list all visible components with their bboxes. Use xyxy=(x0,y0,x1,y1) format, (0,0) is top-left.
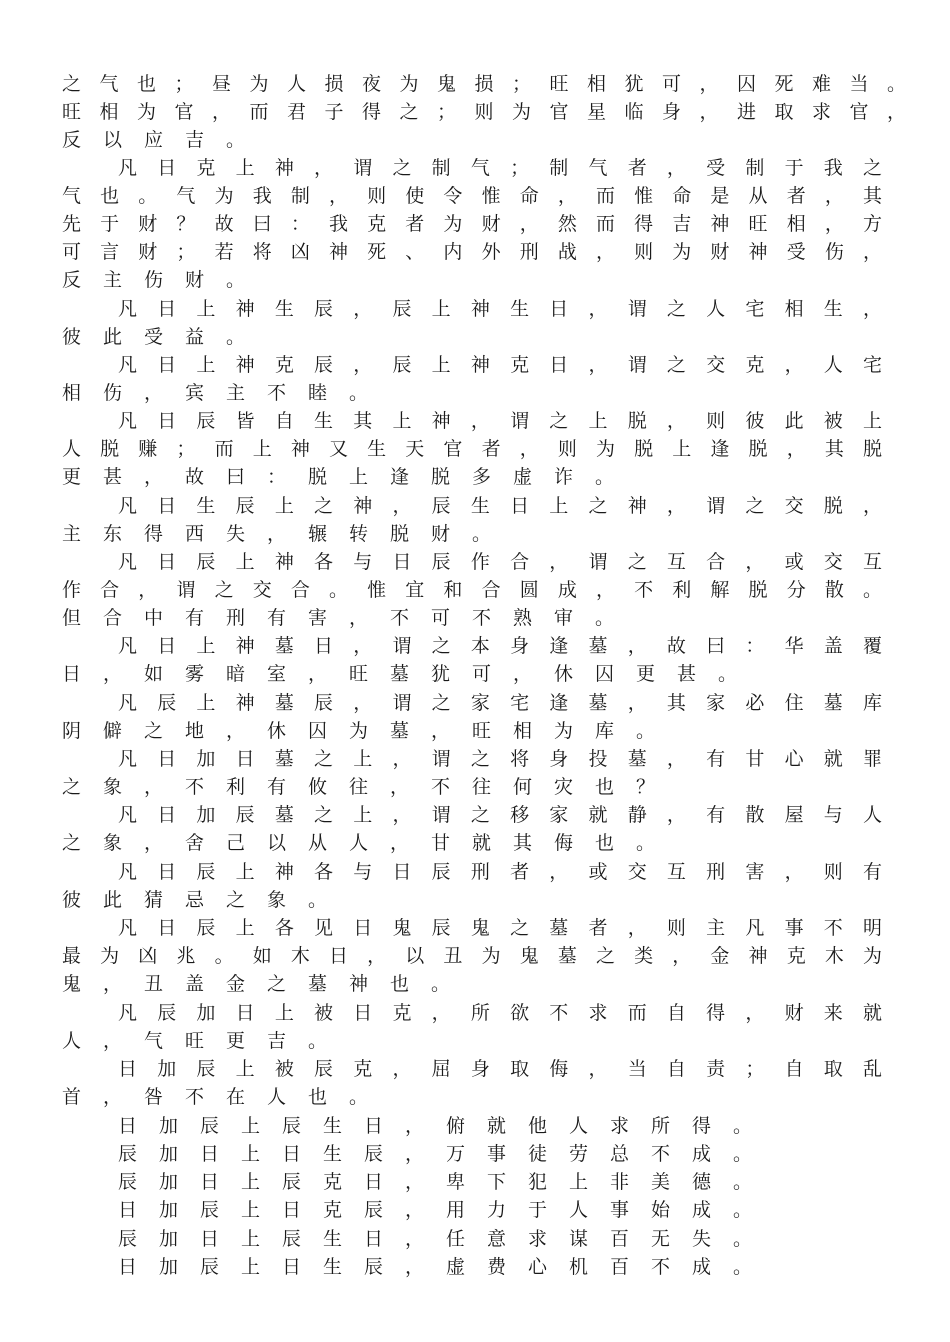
paragraph-start: 凡日辰皆自生其上神，谓之上脱，则彼此被上 xyxy=(118,410,882,432)
verse-line: 辰加日上辰克日，卑下犯上非美德。 xyxy=(118,1171,775,1193)
text-line: 先于财？故曰：我克者为财，然而得吉神旺相，方 xyxy=(62,213,882,235)
text-line: 主东得西失，辗转脱财。 xyxy=(62,523,514,545)
text-line: 人，气旺更吉。 xyxy=(62,1030,350,1052)
verse-line: 辰加日上辰生日，任意求谋百无失。 xyxy=(118,1228,775,1250)
text-line: 之象，舍己以从人，甘就其侮也。 xyxy=(62,832,678,854)
verse-line: 日加辰上日生辰，虚费心机百不成。 xyxy=(118,1256,775,1278)
text-line: 之象，不利有攸往，不往何灾也？ xyxy=(62,776,678,798)
text-line: 反主伤财。 xyxy=(62,269,268,291)
paragraph-start: 凡日加日墓之上，谓之将身投墓，有甘心就罪 xyxy=(118,748,882,770)
paragraph-start: 凡日加辰墓之上，谓之移家就静，有散屋与人 xyxy=(118,804,882,826)
text-line: 彼此受益。 xyxy=(62,326,268,348)
text-line: 阴僻之地，休囚为墓，旺相为库。 xyxy=(62,720,678,742)
paragraph-start: 日加辰上被辰克，屈身取侮，当自责；自取乱 xyxy=(118,1058,882,1080)
paragraph-start: 凡日上神克辰，辰上神克日，谓之交克，人宅 xyxy=(118,354,882,376)
text-line: 鬼，丑盖金之墓神也。 xyxy=(62,973,473,995)
text-line: 日，如雾暗室，旺墓犹可，休囚更甚。 xyxy=(62,663,760,685)
text-line: 更甚，故曰：脱上逢脱多虚诈。 xyxy=(62,466,637,488)
paragraph-start: 凡日上神生辰，辰上神生日，谓之人宅相生， xyxy=(118,298,882,320)
paragraph-start: 凡日生辰上之神，辰生日上之神，谓之交脱， xyxy=(118,495,882,517)
text-line: 彼此猜忌之象。 xyxy=(62,889,350,911)
verse-line: 辰加日上日生辰，万事徒劳总不成。 xyxy=(118,1143,775,1165)
text-line: 作合，谓之交合。惟宜和合圆成，不利解脱分散。 xyxy=(62,579,882,601)
text-line: 气也。气为我制，则使令惟命，而惟命是从者，其 xyxy=(62,185,882,207)
paragraph-start: 凡日上神墓日，谓之本身逢墓，故曰：华盖覆 xyxy=(118,635,882,657)
paragraph-start: 凡辰上神墓辰，谓之家宅逢墓，其家必住墓库 xyxy=(118,692,882,714)
text-line: 相伤，宾主不睦。 xyxy=(62,382,391,404)
text-line: 可言财；若将凶神死、内外刑战，则为财神受伤， xyxy=(62,241,882,263)
paragraph-start: 凡辰加日上被日克，所欲不求而自得，财来就 xyxy=(118,1002,882,1024)
verse-line: 日加辰上日克辰，用力于人事始成。 xyxy=(118,1199,775,1221)
paragraph-start: 凡日克上神，谓之制气；制气者，受制于我之 xyxy=(118,157,882,179)
text-line: 人脱赚；而上神又生天官者，则为脱上逢脱，其脱 xyxy=(62,438,882,460)
paragraph-start: 凡日辰上各见日鬼辰鬼之墓者，则主凡事不明 xyxy=(118,917,882,939)
text-line: 旺相为官，而君子得之；则为官星临身，进取求官， xyxy=(62,101,906,123)
text-line: 反以应吉。 xyxy=(62,129,268,151)
text-line: 最为凶兆。如木日，以丑为鬼墓之类，金神克木为 xyxy=(62,945,882,967)
text-line: 但合中有刑有害，不可不熟审。 xyxy=(62,607,637,629)
text-line: 首，咎不在人也。 xyxy=(62,1086,391,1108)
verse-line: 日加辰上辰生日，俯就他人求所得。 xyxy=(118,1115,775,1137)
paragraph-start: 凡日辰上神各与日辰作合，谓之互合，或交互 xyxy=(118,551,882,573)
text-line: 之气也；昼为人损夜为鬼损；旺相犹可，囚死难当。 xyxy=(62,73,906,95)
paragraph-start: 凡日辰上神各与日辰刑者，或交互刑害，则有 xyxy=(118,861,882,883)
